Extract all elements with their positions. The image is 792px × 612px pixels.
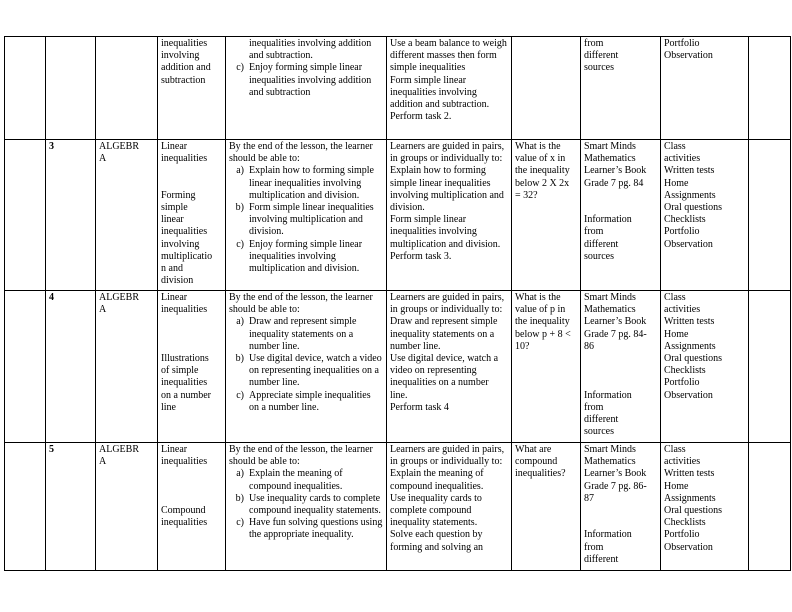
outcomes-list — [229, 165, 383, 275]
table-row — [5, 37, 791, 140]
outcome-continuation: inequalities involving addition and subtraction. — [249, 38, 372, 62]
resources-cell: Smart Minds Mathematics Learner’s Book Grade 7 pg. 84- 86 Information from different sources — [581, 291, 661, 443]
strand-cell: ALGEBR A — [96, 140, 158, 291]
list-item: c. Enjoy forming simple linear inequalities involving multiplication and division. — [249, 239, 383, 276]
learning-experiences-cell: Learners are guided in pairs, in groups or individually to: Explain the meaning of compound inequalities. Use inequality cards to complete compound inequality statements. Solve each question by forming and solving an — [387, 443, 512, 571]
outcomes-intro: By the end of the lesson, the learner should be able to: — [229, 444, 373, 468]
week-cell — [5, 37, 46, 140]
learning-outcomes-cell — [226, 443, 387, 571]
lesson-cell: 5 — [46, 443, 96, 571]
list-item: c. Have fun solving questions using the appropriate inequality. — [249, 517, 383, 541]
table-row — [5, 291, 791, 443]
inquiry-question-cell: What are compound inequalities? — [512, 443, 581, 571]
sub-strand-cell: Linear inequalities Illustrations of simple inequalities on a number line — [158, 291, 226, 443]
strand-cell: ALGEBR A — [96, 291, 158, 443]
week-cell — [5, 443, 46, 571]
outcomes-intro: By the end of the lesson, the learner should be able to: — [229, 292, 373, 316]
sub-strand-cell: Linear inequalities Compound inequalities — [158, 443, 226, 571]
lesson-cell: 3 — [46, 140, 96, 291]
list-item: b. Form simple linear inequalities involving multiplication and division. — [249, 202, 383, 239]
learning-experiences-cell: Learners are guided in pairs, in groups or individually to: Draw and represent simple inequality statements on a number line. Use digital device, watch a video on representing inequalities on a number line. Perform task 4 — [387, 291, 512, 443]
list-item: c. Enjoy forming simple linear inequalities involving addition and subtraction — [249, 62, 383, 99]
learning-experiences-cell: Learners are guided in pairs, in groups or individually to: Explain how to forming simple linear inequalities involving multiplication and division. Form simple linear inequalities involving multiplication and division. Perform task 3. — [387, 140, 512, 291]
outcomes-list — [229, 468, 383, 541]
outcomes-intro: By the end of the lesson, the learner should be able to: — [229, 141, 373, 165]
table-row — [5, 443, 791, 571]
reflection-cell — [749, 291, 791, 443]
reflection-cell — [749, 140, 791, 291]
learning-experiences-cell: Use a beam balance to weigh different masses then form simple inequalities Form simple linear inequalities involving addition and subtraction. Perform task 2. — [387, 37, 512, 140]
outcomes-list — [229, 316, 383, 414]
assessment-cell: Class activities Written tests Home Assignments Oral questions Checklists Portfolio Observation — [661, 291, 749, 443]
learning-outcomes-cell — [226, 140, 387, 291]
resources-cell: Smart Minds Mathematics Learner’s Book Grade 7 pg. 84 Information from different sources — [581, 140, 661, 291]
list-item: a. Explain how to forming simple linear inequalities involving multiplication and division. — [249, 165, 383, 202]
inquiry-question-cell: What is the value of p in the inequality below p + 8 < 10? — [512, 291, 581, 443]
assessment-cell: Portfolio Observation — [661, 37, 749, 140]
outcomes-list — [229, 62, 383, 99]
list-item: a. Explain the meaning of compound inequalities. — [249, 468, 383, 492]
learning-outcomes-cell — [226, 37, 387, 140]
list-item: c. Appreciate simple inequalities on a number line. — [249, 390, 383, 414]
reflection-cell — [749, 443, 791, 571]
resources-cell: from different sources — [581, 37, 661, 140]
list-item: a. Draw and represent simple inequality statements on a number line. — [249, 316, 383, 353]
sub-strand-cell: Linear inequalities Forming simple linear inequalities involving multiplicatio n and division — [158, 140, 226, 291]
week-cell — [5, 140, 46, 291]
resources-cell: Smart Minds Mathematics Learner’s Book Grade 7 pg. 86- 87 Information from different — [581, 443, 661, 571]
assessment-cell: Class activities Written tests Home Assignments Oral questions Checklists Portfolio Observation — [661, 140, 749, 291]
lesson-cell: 4 — [46, 291, 96, 443]
strand-cell — [96, 37, 158, 140]
strand-cell: ALGEBR A — [96, 443, 158, 571]
table-row — [5, 140, 791, 291]
lesson-cell — [46, 37, 96, 140]
list-item: b. Use inequality cards to complete compound inequality statements. — [249, 493, 383, 517]
list-item: b. Use digital device, watch a video on representing inequalities on a number line. — [249, 353, 383, 390]
inquiry-question-cell: What is the value of x in the inequality below 2 X 2x = 32? — [512, 140, 581, 291]
sub-strand-cell: inequalities involving addition and subtraction — [158, 37, 226, 140]
week-cell — [5, 291, 46, 443]
reflection-cell — [749, 37, 791, 140]
inquiry-question-cell — [512, 37, 581, 140]
learning-outcomes-cell — [226, 291, 387, 443]
assessment-cell: Class activities Written tests Home Assignments Oral questions Checklists Portfolio Observation — [661, 443, 749, 571]
scheme-of-work-table — [4, 36, 791, 571]
